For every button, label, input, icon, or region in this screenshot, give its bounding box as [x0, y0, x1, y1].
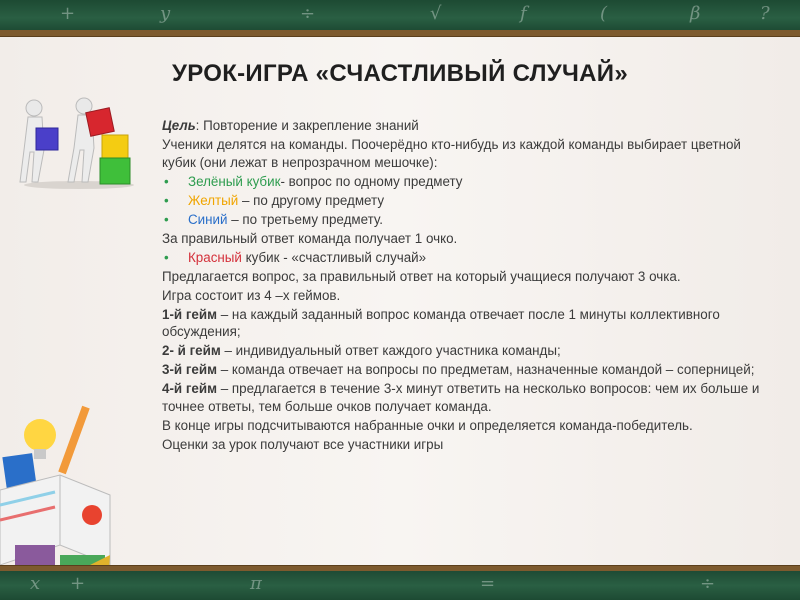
round-3 — [162, 361, 762, 379]
chalk-symbol: x — [30, 573, 41, 594]
bullet-icon: • — [164, 211, 169, 227]
slide-content — [162, 117, 762, 455]
slide-title: УРОК-ИГРА «СЧАСТЛИВЫЙ СЛУЧАЙ» — [172, 60, 628, 87]
goal-line — [162, 117, 762, 135]
cube-color-word: Синий — [188, 211, 228, 227]
bullet-green-cube — [162, 173, 762, 191]
bullet-icon: • — [164, 192, 169, 208]
round-text: – индивидуальный ответ каждого участника команды; — [220, 343, 561, 358]
goal-text: : Повторение и закрепление знаний — [195, 118, 419, 133]
cube-color-word: Красный — [188, 249, 242, 265]
goal-label: Цель — [162, 118, 196, 133]
bullet-yellow-cube — [162, 192, 762, 210]
chalk-symbol: y — [160, 3, 171, 24]
round-2 — [162, 342, 762, 360]
round-label: 1-й гейм — [162, 306, 218, 322]
rounds-intro: Игра состоит из 4 –х геймов. — [162, 287, 341, 303]
bullet-icon: • — [164, 249, 169, 265]
chalk-symbol: + — [60, 3, 76, 24]
bullet-red-cube — [162, 249, 762, 267]
round-4 — [162, 380, 762, 415]
round-label: 4-й гейм — [162, 381, 218, 396]
intro-text: Ученики делятся на команды. Поочерёдно кто-нибудь из каждой команды выбирает цветной кубик (они лежат в непрозрачном мешочке): — [162, 137, 741, 170]
chalk-symbol: ( — [600, 3, 608, 24]
chalk-symbol: ? — [760, 3, 770, 24]
chalkboard-top — [0, 0, 800, 30]
round-1 — [162, 306, 762, 341]
chalk-symbol: β — [690, 3, 701, 24]
chalkboard-bottom — [0, 571, 800, 600]
chalk-symbol: f — [520, 3, 527, 24]
round-text: – предлагается в течение 3-х минут ответить на несколько вопросов: чем их больше и точнее ответы, тем больше очков получает команда. — [162, 381, 760, 414]
round-text: – команда отвечает на вопросы по предметам, назначенные командой – соперницей; — [217, 362, 755, 377]
cube-rule: кубик - «счастливый случай» — [241, 249, 427, 265]
round-label: 2- й гейм — [162, 343, 221, 358]
round-text: – на каждый заданный вопрос команда отвечает после 1 минуты коллективного обсуждения; — [162, 306, 720, 339]
chalkboard-frame — [0, 30, 800, 37]
ending-text: В конце игры подсчитываются набранные очки и определяется команда-победитель. — [162, 417, 693, 433]
grades-text: Оценки за урок получают все участники игры — [162, 436, 444, 452]
chalk-symbol: = — [480, 573, 496, 594]
chalk-symbol: √ — [430, 3, 442, 24]
cube-color-word: Желтый — [188, 192, 239, 208]
cube-rule: – по третьему предмету. — [227, 211, 383, 227]
figures-with-cubes-illustration — [14, 90, 144, 190]
chalk-symbol: + — [70, 573, 86, 594]
point-rule: За правильный ответ команда получает 1 очко. — [162, 230, 458, 246]
chalk-symbol: π — [250, 573, 262, 594]
red-rule: Предлагается вопрос, за правильный ответ на который учащиеся получают 3 очка. — [162, 268, 681, 284]
cube-rule: - вопрос по одному предмету — [280, 173, 463, 189]
chalk-symbol: ÷ — [700, 573, 716, 594]
bullet-icon: • — [164, 173, 169, 189]
bullet-blue-cube — [162, 211, 762, 229]
chalk-symbol: ÷ — [300, 3, 316, 24]
cube-rule: – по другому предмету — [238, 192, 385, 208]
cube-color-word: Зелёный кубик — [188, 173, 281, 189]
round-label: 3-й гейм — [162, 362, 218, 377]
